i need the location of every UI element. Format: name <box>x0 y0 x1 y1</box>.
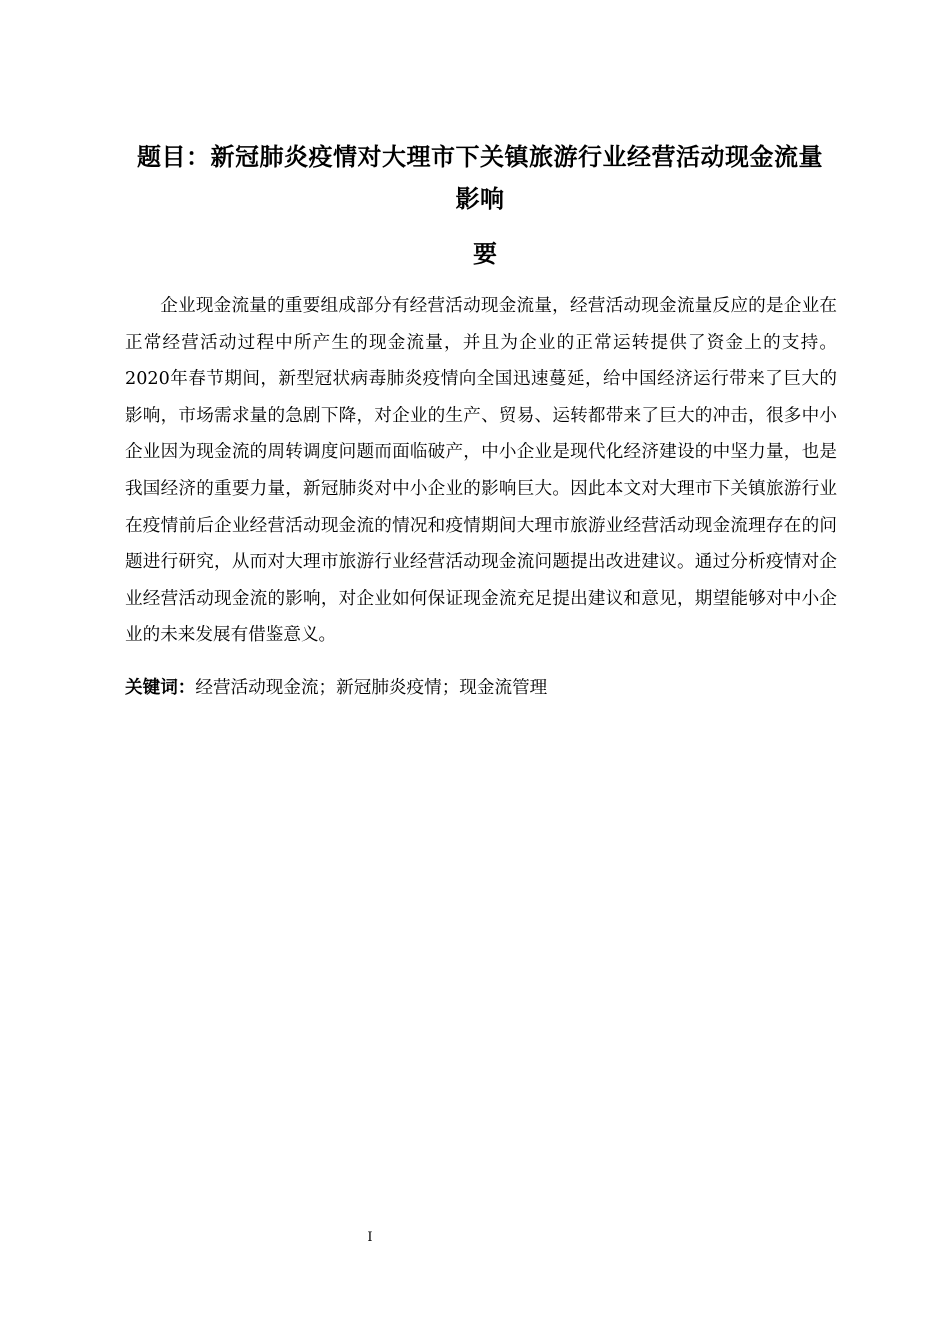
abstract-heading: 要 <box>473 240 497 268</box>
abstract-paragraph: 企业现金流量的重要组成部分有经营活动现金流量，经营活动现金流量反应的是企业在正常经营活动过程中所产生的现金流量，并且为企业的正常运转提供了资金上的支持。2020年春节期间，新型冠状病毒肺炎疫情向全国迅速蔓延，给中国经济运行带来了巨大的影响，市场需求量的急剧下降，对企业的生产、贸易、运转都带来了巨大的冲击，很多中小企业因为现金流的周转调度问题而面临破产，中小企业是现代化经济建设的中坚力量，也是我国经济的重要力量，新冠肺炎对中小企业的影响巨大。因此本文对大理市下关镇旅游行业在疫情前后企业经营活动现金流的情况和疫情期间大理市旅游业经营活动现金流理存在的问题进行研究，从而对大理市旅游行业经营活动现金流问题提出改进建议。通过分析疫情对企业经营活动现金流的影响，对企业如何保证现金流充足提出建议和意见，期望能够对中小企业的未来发展有借鉴意义。 <box>125 296 837 646</box>
document-title: 题目：新冠肺炎疫情对大理市下关镇旅游行业经营活动现金流量影响 <box>137 143 823 213</box>
keywords-value: 经营活动现金流；新冠肺炎疫情；现金流管理 <box>195 678 548 698</box>
keywords-line <box>125 670 837 706</box>
page-number: I <box>367 1230 373 1245</box>
keywords-label: 关键词： <box>125 678 196 698</box>
